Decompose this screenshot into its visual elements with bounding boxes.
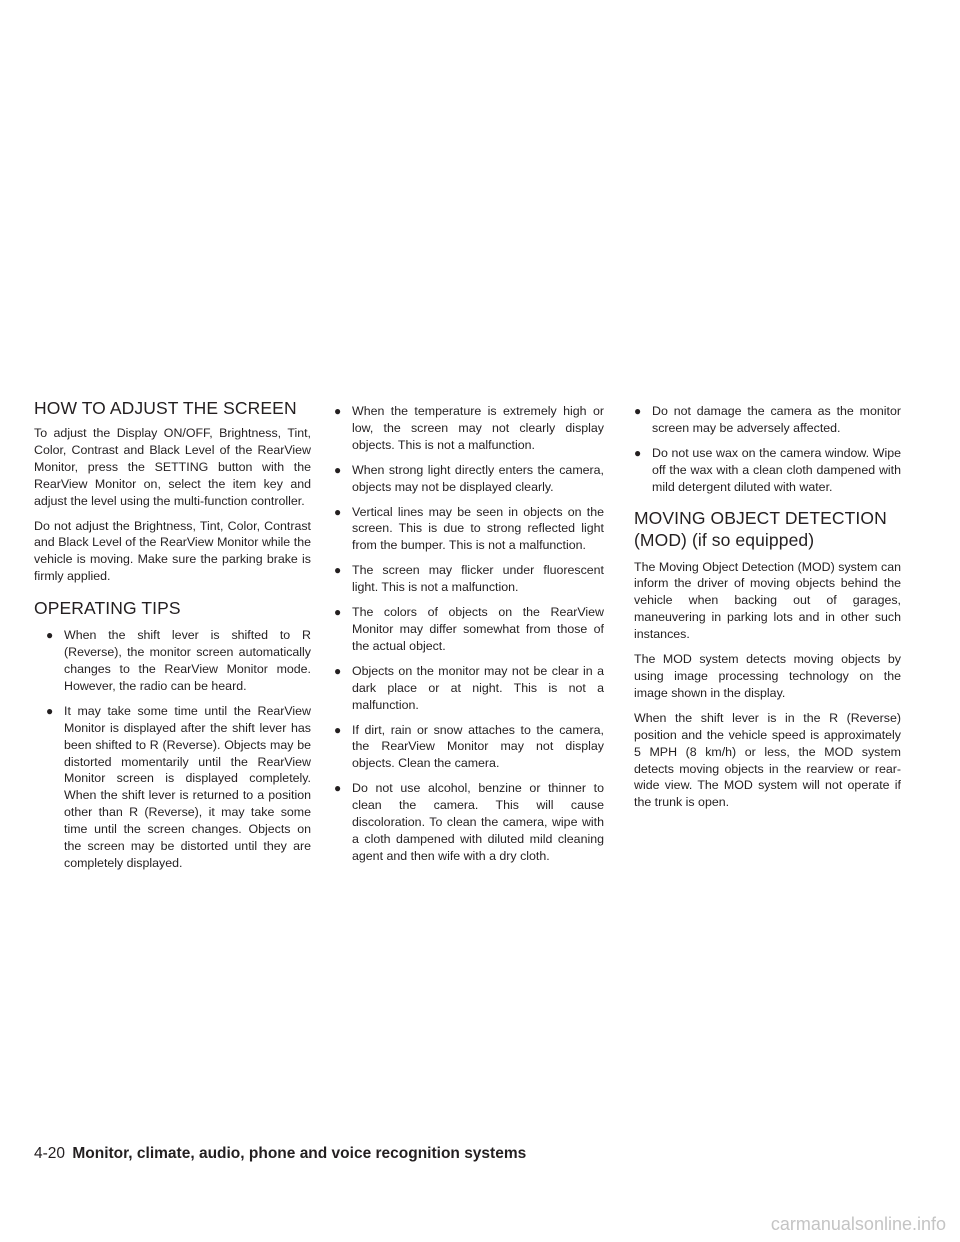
paragraph-mod-operation: When the shift lever is in the R (Reverse) position and the vehicle speed is approximately 5 MPH (8 km/h) or less, the MOD system detects moving objects in the rearview or rear-wide view. The MOD system will not operate if the trunk is open. — [634, 710, 901, 810]
list-item-text: The screen may flicker under fluorescent light. This is not a malfunction. — [352, 563, 604, 595]
bullet-icon: ● — [334, 781, 342, 796]
tips-list-part-2 — [334, 403, 604, 865]
list-item-text: When strong light directly enters the camera, objects may not be displayed clearly. — [352, 462, 604, 494]
bullet-icon: ● — [334, 563, 342, 578]
list-item-text: Do not use wax on the camera window. Wipe off the wax with a clean cloth dampened with mild detergent diluted with water. — [652, 445, 901, 494]
bullet-icon: ● — [334, 722, 342, 737]
list-item — [334, 562, 604, 596]
page-number: 4-20 — [34, 1145, 66, 1162]
list-item-text: Objects on the monitor may not be clear in a dark place or at night. This is not a malfunction. — [352, 663, 604, 712]
bullet-icon: ● — [334, 404, 342, 418]
bullet-icon: ● — [634, 445, 642, 460]
list-item-text: Do not use alcohol, benzine or thinner to clean the camera. This will cause discoloration. To clean the camera, wipe with a cloth dampened with diluted mild cleaning agent and then wife with a dry cloth. — [352, 781, 604, 863]
section-heading-adjust-screen: HOW TO ADJUST THE SCREEN — [34, 398, 297, 418]
tips-list-part-1 — [34, 627, 311, 872]
list-item — [634, 445, 901, 496]
paragraph-mod-technology: The MOD system detects moving objects by using image processing technology on the image shown in the display. — [634, 652, 901, 700]
list-item — [334, 604, 604, 655]
list-item — [334, 780, 604, 865]
section-heading-operating-tips: OPERATING TIPS — [34, 598, 181, 619]
paragraph-mod-intro: The Moving Object Detection (MOD) system can inform the driver of moving objects behind the vehicle when backing out of garages, maneuvering in parking lots and in other such instances. — [634, 559, 901, 642]
column-2 — [334, 403, 604, 873]
list-item — [34, 703, 311, 872]
column-3 — [634, 403, 901, 819]
list-item-text: Do not damage the camera as the monitor screen may be adversely affected. — [652, 404, 901, 435]
column-1 — [34, 398, 311, 880]
list-item — [334, 462, 604, 496]
list-item — [334, 504, 604, 555]
list-item — [34, 627, 311, 695]
section-heading-mod-line-2: (MOD) (if so equipped) — [634, 529, 815, 550]
tips-list-part-3 — [634, 403, 901, 496]
list-item — [334, 663, 604, 714]
paragraph-adjust-instructions: To adjust the Display ON/OFF, Brightness, Tint, Color, Contrast and Black Level of the RearView Monitor, press the SETTING button with the RearView Monitor on, select the item key and adjust the level using the multi-function controller. — [34, 426, 311, 508]
bullet-icon: ● — [46, 703, 54, 718]
page-footer — [34, 1144, 526, 1164]
list-item-text: When the shift lever is shifted to R (Reverse), the monitor screen automatically changes to the RearView Monitor mode. However, the radio can be heard. — [64, 628, 311, 693]
bullet-icon: ● — [46, 628, 54, 643]
list-item-text: Vertical lines may be seen in objects on the screen. This is due to strong reflected light from the bumper. This is not a malfunction. — [352, 504, 604, 553]
watermark: carmanualsonline.info — [770, 1214, 946, 1234]
section-heading-mod-line-1: MOVING OBJECT DETECTION — [634, 507, 887, 528]
list-item-text: The colors of objects on the RearView Monitor may differ somewhat from those of the actual object. — [352, 605, 604, 653]
chapter-title: Monitor, climate, audio, phone and voice recognition systems — [72, 1145, 527, 1162]
list-item — [334, 722, 604, 773]
bullet-icon: ● — [334, 663, 342, 678]
list-item-text: It may take some time until the RearView Monitor is displayed after the shift lever has been shifted to R (Reverse). Objects may be distorted momentarily until the RearView Monitor screen is displayed completely. When the shift lever is returned to a position other than R (Reverse), it may take some time until the screen changes. Objects on the screen may be distorted until they are completely displayed. — [64, 703, 311, 870]
bullet-icon: ● — [334, 462, 342, 477]
paragraph-adjust-caution: Do not adjust the Brightness, Tint, Color, Contrast and Black Level of the RearView Monitor while the vehicle is moving. Make sure the parking brake is firmly applied. — [34, 518, 311, 584]
list-item-text: When the temperature is extremely high or low, the screen may not clearly display objects. This is not a malfunction. — [352, 404, 604, 452]
section-heading-mod — [634, 507, 901, 551]
list-item — [334, 403, 604, 454]
list-item-text: If dirt, rain or snow attaches to the camera, the RearView Monitor may not display objects. Clean the camera. — [352, 722, 604, 771]
bullet-icon: ● — [334, 605, 342, 620]
bullet-icon: ● — [334, 504, 342, 519]
bullet-icon: ● — [634, 404, 642, 418]
list-item — [634, 403, 901, 437]
